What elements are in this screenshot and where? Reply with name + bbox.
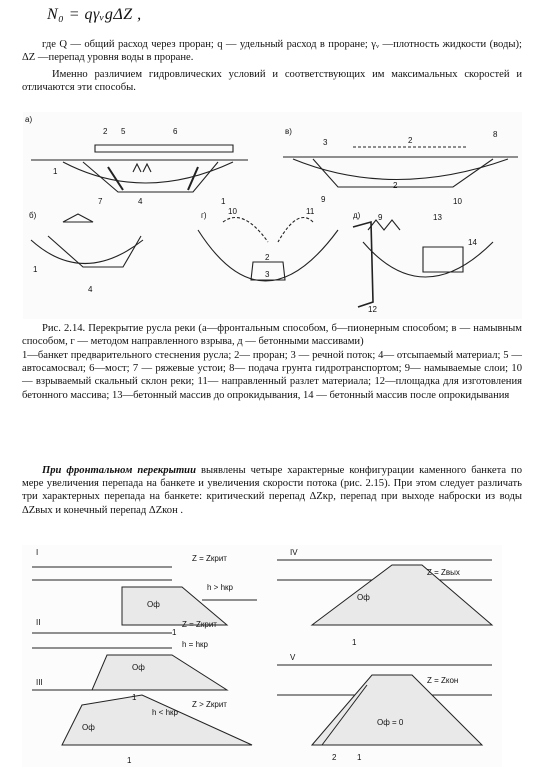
fig15-label-one: 1: [172, 628, 177, 637]
fig14-v-num: 10: [453, 197, 462, 206]
fig14-label-v: в): [285, 127, 292, 136]
fig14-label-a: а): [25, 115, 33, 124]
fig14-label-g: г): [201, 211, 207, 220]
fig15-label-two: 2: [332, 753, 337, 762]
fig14-label-d: д): [353, 211, 361, 220]
formula-power: N₀ = qγᵥgΔZ ,: [47, 6, 142, 23]
fig15-label-of3: Оф: [82, 723, 95, 732]
bold-lead: При фронтальном перекрытии: [42, 465, 196, 476]
fig14-v-num: 3: [323, 138, 328, 147]
fig15-roman-1: I: [36, 548, 39, 557]
paragraph-frontal-text: выявлены четыре характерные конфигурации каменного банкета по мере увеличения перепада на банкете и увеличения скорости потока (рис. 2.15). При этом следует различать три характерных перепада на банкете: критический перепад ΔZкр, перепад при выходе наброски из воды ΔZвых и конечный перепад ΔZкон .: [22, 465, 522, 516]
fig15-label-zcrit2: Z = Zкрит: [182, 620, 217, 629]
fig14-v-num: 8: [493, 130, 498, 139]
fig14-a-num: 7: [98, 197, 103, 206]
fig15-roman-4: IV: [290, 548, 298, 557]
fig14-d-num: 14: [468, 238, 477, 247]
fig14-v-num: 9: [321, 195, 326, 204]
fig15-label-one5: 1: [357, 753, 362, 762]
fig14-a-num: 4: [138, 197, 143, 206]
fig14-d-num: 9: [378, 213, 383, 222]
fig15-roman-3: III: [36, 678, 43, 687]
fig14-b-num: 1: [33, 265, 38, 274]
fig15-label-zgt: Z > Zкрит: [192, 700, 227, 709]
fig14-d-num: 12: [368, 305, 377, 314]
fig15-label-of2: Оф: [132, 663, 145, 672]
fig15-label-zcrit: Z = Zкрит: [192, 554, 227, 563]
figure-legend: 1—банкет предварительного стеснения русла; 2— проран; 3 — речной поток; 4— отсыпаемый материал; 5 — автосамосвал; 6—мост; 7 — ряжевые устои; 8— подача грунта гидротранспортом; 9— намываемые слои; 10 — взрываемый скальный склон реки; 11— направленный разлет материала; 12—площадка для изготовления бетонного массива; 13—бетонный массив до опрокидывания, 14 — бетонный массив после опрокидывания: [22, 350, 522, 401]
fig15-label-of0: Оф = 0: [377, 718, 404, 727]
fig14-g-num: 3: [265, 270, 270, 279]
fig15-label-hlt: h < hкр: [152, 708, 178, 717]
fig14-label-b: б): [29, 211, 37, 220]
figure-caption: Рис. 2.14. Перекрытие русла реки (а—фронтальным способом, б—пионерным способом; в — намывным способом, г — методом направленного взрыва, д — бетонными массивами): [22, 323, 522, 348]
paragraph-definitions: где Q — общий расход через проран; q — удельный расход в проране; γᵥ —плотность жидкости (воды); ΔZ —перепад уровня воды в проране.: [22, 39, 522, 64]
fig14-b-num: 4: [88, 285, 93, 294]
figure-2-15: [22, 545, 502, 767]
fig15-label-heq: h = hкр: [182, 640, 208, 649]
fig14-g-num: 10: [228, 207, 237, 216]
fig15-label-of: Оф: [147, 600, 160, 609]
fig15-label-of4: Оф: [357, 593, 370, 602]
fig15-roman-2: II: [36, 618, 41, 627]
fig15-label-one3: 1: [127, 756, 132, 765]
fig15-label-one4: 1: [352, 638, 357, 647]
figure-2-14: [23, 112, 522, 319]
fig15-label-one2: 1: [132, 693, 137, 702]
fig15-label-zkon: Z = Zкон: [427, 676, 459, 685]
fig14-a-num: 5: [121, 127, 126, 136]
fig15-label-zvyh: Z = Zвых: [427, 568, 460, 577]
fig14-g-num: 2: [265, 253, 270, 262]
fig14-v-num: 2: [393, 181, 398, 190]
paragraph-methods: Именно различием гидровлических условий и соответствующих им максимальных скоростей и отличаются эти способы.: [22, 69, 522, 94]
fig14-d-num: 13: [433, 213, 442, 222]
fig14-a-num: 2: [103, 127, 108, 136]
fig15-roman-5: V: [290, 653, 296, 662]
fig14-a-num: 1: [221, 197, 226, 206]
fig14-v-num: 2: [408, 136, 413, 145]
fig14-a-num: 1: [53, 167, 58, 176]
paragraph-frontal: [22, 464, 522, 517]
fig14-g-num: 11: [306, 207, 315, 216]
fig15-label-hgt: h > hкр: [207, 583, 233, 592]
fig14-a-num: 6: [173, 127, 178, 136]
